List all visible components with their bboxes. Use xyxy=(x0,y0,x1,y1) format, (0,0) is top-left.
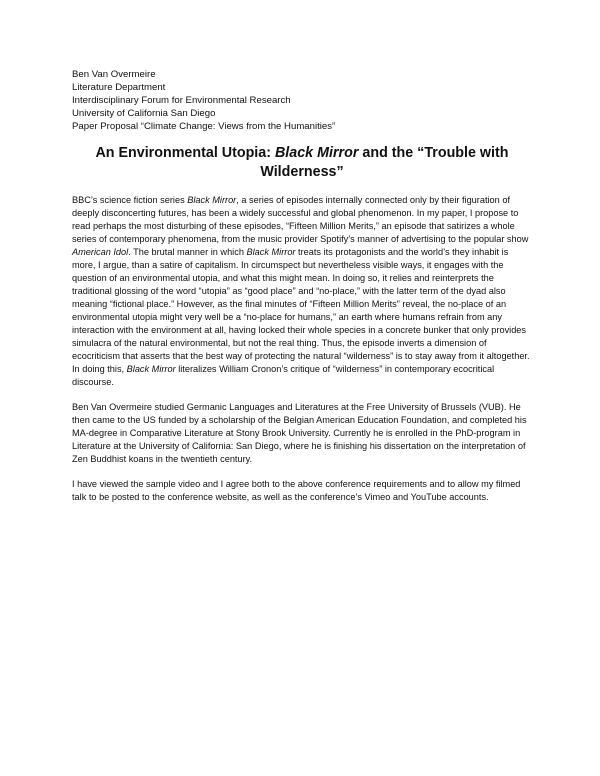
document-page xyxy=(72,68,532,504)
abstract-text-2: , a series of episodes internally connected only by their figuration of deeply disconcerting futures, has been a widely successful and global phenomenon. In my paper, I propose to read perhaps the most disturbing of these episodes, “Fifteen Million Merits,” an episode that satirizes a whole series of contemporary phenomena, from the music provider Spotify’s manner of advertising to the popular show xyxy=(72,195,529,244)
abstract-italic-4: Black Mirror xyxy=(126,364,176,374)
abstract-text-3: . The brutal manner in which xyxy=(128,247,247,257)
title-suffix: and the “Trouble with Wilderness” xyxy=(260,145,509,180)
forum-name: Interdisciplinary Forum for Environmental Research xyxy=(72,95,291,106)
abstract-text-1: BBC’s science fiction series xyxy=(72,195,188,205)
abstract-italic-3: Black Mirror xyxy=(246,247,296,257)
title-italic: Black Mirror xyxy=(274,145,359,161)
abstract-text-4: treats its protagonists and the world’s they inhabit is more, I argue, than a satire of capitalism. In circumspect but nevertheless visible ways, it engages with the question of an environmental utopia, and what this might mean. In doing so, it relies and reinterprets the traditional glossing of the word “utopia” as “good place” and “no-place,” with the latter term of the dyad also meaning “fictional place.” However, as the final minutes of “Fifteen Million Merits” reveal, the no-place of an environmental utopia might very well be a “no-place for humans,” an earth where humans refrain from any interaction with the environment at all, having locked their whole species in a concrete bunker that only provides simulacra of the natural environmental, but not the real thing. Thus, the episode inverts a dimension of ecocriticism that asserts that the best way of protecting the natural “wilderness” is to stay away from it altogether. In doing this, xyxy=(72,247,530,374)
author-header xyxy=(72,68,532,133)
abstract-italic-1: Black Mirror xyxy=(187,195,237,205)
bio-paragraph: Ben Van Overmeire studied Germanic Languages and Literatures at the Free University of Brussels (VUB). He then came to the US funded by a scholarship of the Belgian American Education Foundation, and completed his MA-degree in Comparative Literature at Stony Brook University. Currently he is enrolled in the PhD-program in Literature at the University of California: San Diego, where he is finishing his dissertation on the interpretation of Zen Buddhist koans in the twentieth century. xyxy=(72,402,527,464)
university: University of California San Diego xyxy=(72,108,216,119)
department: Literature Department xyxy=(72,82,166,93)
author-name: Ben Van Overmeire xyxy=(72,69,156,80)
title-prefix: An Environmental Utopia: xyxy=(95,145,275,161)
consent-paragraph: I have viewed the sample video and I agree both to the above conference requirements and to allow my filmed talk to be posted to the conference website, as well as the conference’s Vimeo and YouTube accounts. xyxy=(72,479,521,502)
abstract-italic-2: American Idol xyxy=(72,247,129,257)
abstract-text-5: literalizes William Cronon’s critique of “wilderness” in contemporary ecocritical discourse. xyxy=(72,364,495,387)
paper-title xyxy=(72,144,532,182)
abstract-paragraph xyxy=(72,194,532,389)
proposal-line: Paper Proposal “Climate Change: Views from the Humanities” xyxy=(72,121,336,132)
